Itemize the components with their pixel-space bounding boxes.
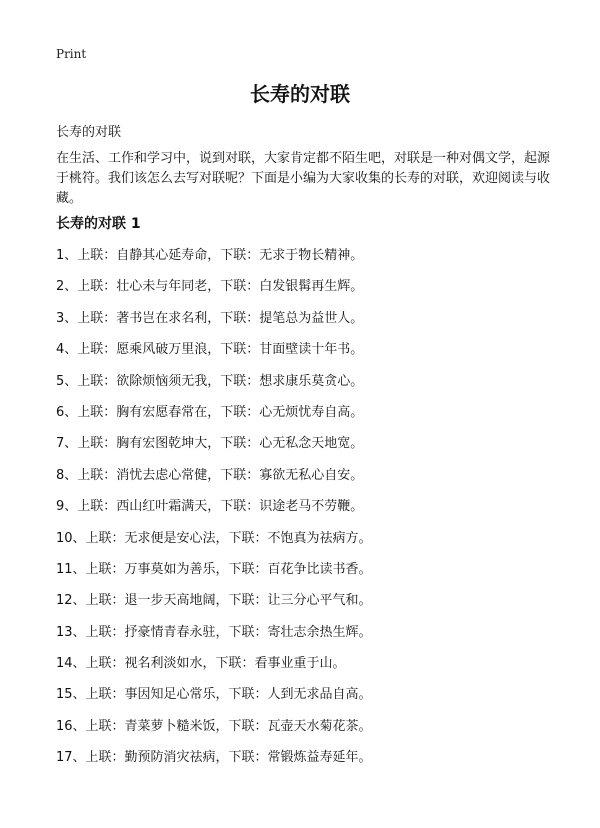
article-subtitle: 长寿的对联	[56, 125, 122, 140]
couplet-item: 8、上联：消忧去虑心常健，下联：寡欲无私心自安。	[56, 467, 364, 483]
couplet-item: 17、上联：勤预防消灾祛病，下联：常锻炼益寿延年。	[56, 750, 372, 766]
couplet-list	[56, 248, 372, 782]
page-title: 长寿的对联	[250, 82, 350, 106]
section-heading: 长寿的对联 1	[56, 216, 141, 232]
couplet-item: 14、上联：视名利淡如水，下联：看事业重于山。	[56, 656, 346, 672]
couplet-item: 3、上联：著书岂在求名利，下联：提笔总为益世人。	[56, 310, 364, 326]
intro-paragraph: 在生活、工作和学习中，说到对联，大家肯定都不陌生吧，对联是一种对偶文学，起源于桃符。我们该怎么去写对联呢？下面是小编为大家收集的长寿的对联，欢迎阅读与收藏。	[56, 151, 551, 206]
couplet-item: 4、上联：愿乘风破万里浪，下联：甘面壁读十年书。	[56, 342, 364, 358]
couplet-item: 10、上联：无求便是安心法，下联：不饱真为祛病方。	[56, 530, 372, 546]
couplet-item: 16、上联：青菜萝卜糙米饭，下联：瓦壶天水菊花茶。	[56, 718, 372, 734]
couplet-item: 7、上联：胸有宏图乾坤大，下联：心无私念天地宽。	[56, 436, 364, 452]
couplet-item: 9、上联：西山红叶霜满天，下联：识途老马不劳鞭。	[56, 499, 364, 515]
couplet-item: 6、上联：胸有宏愿春常在，下联：心无烦忧寿自高。	[56, 404, 364, 420]
print-link[interactable]: Print	[56, 47, 87, 61]
couplet-item: 2、上联：壮心未与年同老，下联：白发银髯再生辉。	[56, 279, 364, 295]
couplet-item: 1、上联：自静其心延寿命，下联：无求于物长精神。	[56, 248, 364, 263]
couplet-item: 15、上联：事因知足心常乐，下联：人到无求品自高。	[56, 687, 372, 703]
couplet-item: 12、上联：退一步天高地阔，下联：让三分心平气和。	[56, 593, 372, 609]
couplet-item: 13、上联：抒豪情青春永驻，下联：寄壮志余热生辉。	[56, 624, 372, 640]
couplet-item: 5、上联：欲除烦恼须无我，下联：想求康乐莫贪心。	[56, 373, 364, 389]
couplet-item: 11、上联：万事莫如为善乐，下联：百花争比读书香。	[56, 561, 372, 577]
